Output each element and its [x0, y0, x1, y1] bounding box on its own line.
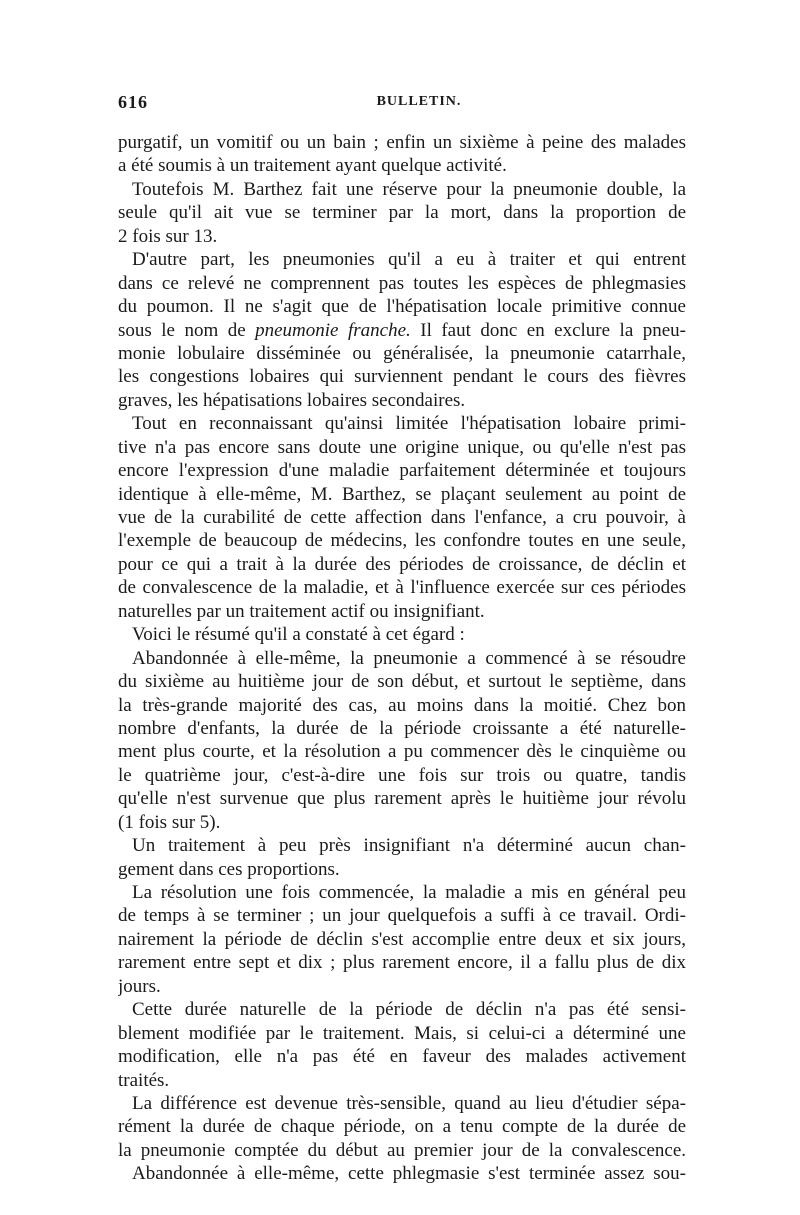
text-line: sous le nom de pneumonie franche. Il faut donc en exclure la pneu-	[118, 319, 686, 341]
italic-phrase: pneumonie franche.	[255, 319, 411, 341]
text-line: rément la durée de chaque période, on a tenu compte de la durée de	[118, 1116, 686, 1138]
body-text	[118, 131, 686, 1186]
text-line: l'exemple de beaucoup de médecins, les confondre toutes en une seule,	[118, 530, 686, 552]
text-line: modification, elle n'a pas été en faveur des malades activement	[118, 1046, 686, 1068]
running-head: BULLETIN.	[376, 94, 462, 109]
text-line: 2 fois sur 13.	[118, 225, 218, 247]
text-line: du sixième au huitième jour de son début, et surtout le septième, dans	[118, 671, 686, 693]
text-line: D'autre part, les pneumonies qu'il a eu à traiter et qui entrent	[132, 249, 686, 271]
text-line: du poumon. Il ne s'agit que de l'hépatisation locale primitive connue	[118, 296, 686, 318]
text-line: tive n'a pas encore sans doute une origine unique, ou qu'elle n'est pas	[118, 436, 686, 458]
text-line: a été soumis à un traitement ayant quelque activité.	[118, 155, 507, 177]
text-line: de temps à se terminer ; un jour quelquefois a suffi à ce travail. Ordi-	[118, 905, 686, 927]
text-line: seule qu'il ait vue se terminer par la mort, dans la proportion de	[118, 202, 686, 224]
text-line: naturelles par un traitement actif ou insignifiant.	[118, 600, 485, 622]
text-line: rarement entre sept et dix ; plus rarement encore, il a fallu plus de dix	[118, 952, 686, 974]
text-line: (1 fois sur 5).	[118, 811, 221, 833]
text-line: Cette durée naturelle de la période de déclin n'a pas été sensi-	[132, 999, 686, 1021]
text-line: Abandonnée à elle-même, la pneumonie a commencé à se résoudre	[132, 647, 686, 669]
text-line: vue de la curabilité de cette affection dans l'enfance, a cru pouvoir, à	[118, 507, 686, 528]
text-line: qu'elle n'est survenue que plus rarement après le huitième jour révolu	[118, 788, 686, 810]
text-line: les congestions lobaires qui surviennent pendant le cours des fièvres	[118, 366, 686, 388]
text-line: graves, les hépatisations lobaires secondaires.	[118, 389, 466, 411]
text-line: ment plus courte, et la résolution a pu commencer dès le cinquième ou	[118, 741, 686, 763]
text-line: le quatrième jour, c'est-à-dire une fois sur trois ou quatre, tandis	[118, 764, 686, 786]
text-line: identique à elle-même, M. Barthez, se plaçant seulement au point de	[118, 483, 686, 505]
text-line: purgatif, un vomitif ou un bain ; enfin un sixième à peine des malades	[118, 132, 686, 153]
text-line: la pneumonie comptée du début au premier jour de la convalescence.	[118, 1139, 686, 1161]
text-line: la très-grande majorité des cas, au moins dans la moitié. Chez bon	[118, 694, 686, 716]
text-line: nairement la période de déclin s'est accomplie entre deux et six jours,	[118, 928, 686, 950]
text-line: pour ce qui a trait à la durée des périodes de croissance, de déclin et	[118, 553, 686, 575]
page-header	[118, 92, 690, 118]
text-line: monie lobulaire disséminée ou généralisée, la pneumonie catarrhale,	[118, 342, 686, 364]
text-line: de convalescence de la maladie, et à l'influence exercée sur ces périodes	[118, 577, 686, 599]
text-line: nombre d'enfants, la durée de la période croissante a été naturelle-	[118, 717, 686, 739]
text-line: La différence est devenue très-sensible, quand au lieu d'étudier sépa-	[132, 1092, 686, 1114]
text-line: dans ce relevé ne comprennent pas toutes les espèces de phlegmasies	[118, 272, 686, 294]
text-line: jours.	[118, 975, 161, 997]
text-line: Voici le résumé qu'il a constaté à cet égard :	[132, 624, 465, 646]
text-line: Tout en reconnaissant qu'ainsi limitée l'hépatisation lobaire primi-	[132, 413, 686, 435]
page-number: 616	[118, 92, 148, 112]
text-line: gement dans ces proportions.	[118, 858, 340, 880]
text-line: blement modifiée par le traitement. Mais, si celui-ci a déterminé une	[118, 1022, 686, 1044]
text-line: encore l'expression d'une maladie parfaitement déterminée et toujours	[118, 460, 686, 482]
text-line: La résolution une fois commencée, la maladie a mis en général peu	[132, 882, 686, 903]
text-line: Abandonnée à elle-même, cette phlegmasie s'est terminée assez sou-	[132, 1163, 686, 1185]
text-line: Toutefois M. Barthez fait une réserve pour la pneumonie double, la	[132, 178, 686, 200]
text-line: traités.	[118, 1069, 170, 1091]
text-line: Un traitement à peu près insignifiant n'a déterminé aucun chan-	[132, 835, 686, 857]
